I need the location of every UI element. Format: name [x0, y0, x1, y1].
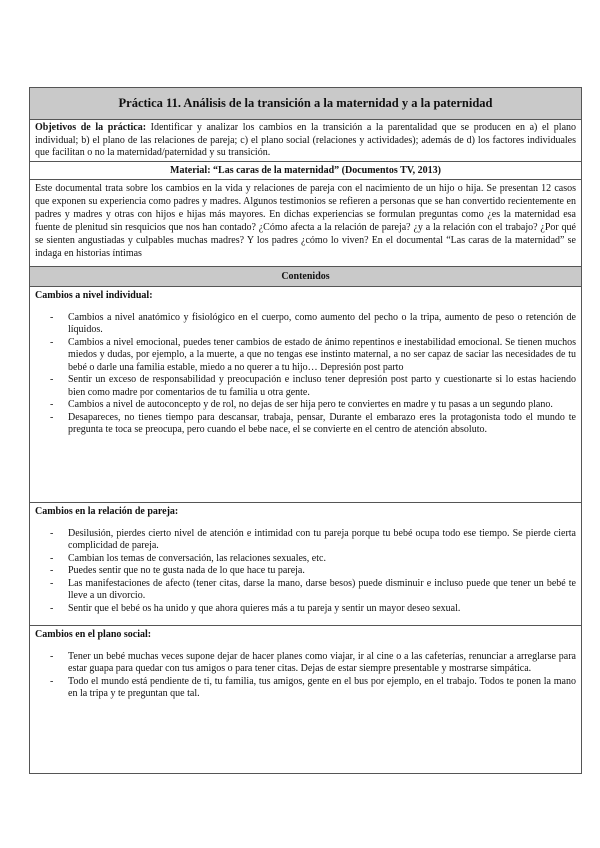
section-couple	[30, 503, 581, 626]
material-heading: Material: “Las caras de la maternidad” (Documentos TV, 2013)	[30, 162, 581, 180]
section-title: Cambios en el plano social:	[35, 629, 152, 640]
list-item: - Cambios a nivel anatómico y fisiológico en el cuerpo, como aumento del pecho o la tripa, aumento de peso o retención de líquidos.	[35, 312, 576, 337]
objectives-label: Objetivos de la práctica:	[35, 122, 147, 133]
objectives-cell	[30, 120, 581, 162]
section-title: Cambios a nivel individual:	[35, 290, 153, 301]
bullet-list	[35, 528, 576, 616]
section-social	[30, 626, 581, 774]
list-item: - Sentir un exceso de responsabilidad y preocupación e incluso tener depresión post parto y cuestionarte si lo estas haciendo bien como madre por comentarios de tu familia u otra gente.	[35, 374, 576, 399]
contents-heading: Contenidos	[30, 267, 581, 287]
page-title	[30, 88, 581, 120]
list-item: - Cambios a nivel emocional, puedes tener cambios de estado de ánimo repentinos e inestabilidad emocional. Se tienen muchos miedos y dudas, por ejemplo, a la muerte, a que no tengas ese instinto maternal, a no ser capaz de saciar las necesidades de tu bebé o darle una familia estable, miedo a no querer a tu hijo… Depresión post parto	[35, 337, 576, 375]
list-item: - Las manifestaciones de afecto (tener citas, darse la mano, darse besos) puede disminuir e incluso puede que tener un bebé te lleve a un divorcio.	[35, 578, 576, 603]
section-individual	[30, 287, 581, 503]
list-item: - Desilusión, pierdes cierto nivel de atención e intimidad con tu pareja porque tu bebé ocupa todo ese tiempo. Se pierde cierta complicidad de pareja.	[35, 528, 576, 553]
bullet-list	[35, 651, 576, 701]
practice-table	[29, 87, 582, 774]
material-description: Este documental trata sobre los cambios en la vida y relaciones de pareja con el nacimiento de un hijo o hija. Se presentan 12 casos que exponen su experiencia como padres y madres. Algunos testimonios se refieren a personas que se han convertido recientemente en padres y madres y otras con hijos e hijas más mayores. En dichas experiencias se formulan preguntas como ¿es la maternidad esa fuente de plenitud sin resquicios que nos han contado? ¿Cómo afecta a la relación de pareja? ¿y a la relación con el trabajo? ¿Por qué se sienten angustiadas y culpables muchas madres? Y los padres ¿cómo lo viven? En el documental “Las caras de la maternidad” se indaga en historias íntimas	[30, 180, 581, 267]
list-item: - Tener un bebé muchas veces supone dejar de hacer planes como viajar, ir al cine o a las cafeterías, renunciar a arreglarse para estar guapa para quedar con tus amigos o para tener citas. Dejas de estar siempre presentable y mostrarse simpática.	[35, 651, 576, 676]
list-item: - Todo el mundo está pendiente de ti, tu familia, tus amigos, gente en el bus por ejemplo, en el trabajo. Todos te ponen la mano en la tripa y te preguntan que tal.	[35, 676, 576, 701]
bullet-list	[35, 312, 576, 437]
list-item: - Puedes sentir que no te gusta nada de lo que hace tu pareja.	[35, 565, 576, 578]
list-item: - Desapareces, no tienes tiempo para descansar, trabaja, pensar, Durante el embarazo eres la protagonista todo el mundo te pregunta te toca se preocupa, pero cuando el bebe nace, el se convierte en el centro de atención absoluto.	[35, 412, 576, 437]
list-item: - Cambian los temas de conversación, las relaciones sexuales, etc.	[35, 553, 576, 566]
title-text: Práctica 11. Análisis de la transición a la maternidad y a la paternidad	[118, 96, 493, 110]
section-title: Cambios en la relación de pareja:	[35, 506, 179, 517]
list-item: - Sentir que el bebé os ha unido y que ahora quieres más a tu pareja y sentir un mayor deseo sexual.	[35, 603, 576, 616]
list-item: - Cambios a nivel de autoconcepto y de rol, no dejas de ser hija pero te conviertes en madre y tu pasas a un segundo plano.	[35, 399, 576, 412]
objectives-text: Identificar y analizar los cambios en la transición a la parentalidad que se producen en a) el plano individual; b) el plano de las relaciones de pareja; c) el plano social (relaciones y actividades); además de d) los factores individuales que facilitan o no la maternidad/paternidad y su transición.	[35, 122, 577, 158]
